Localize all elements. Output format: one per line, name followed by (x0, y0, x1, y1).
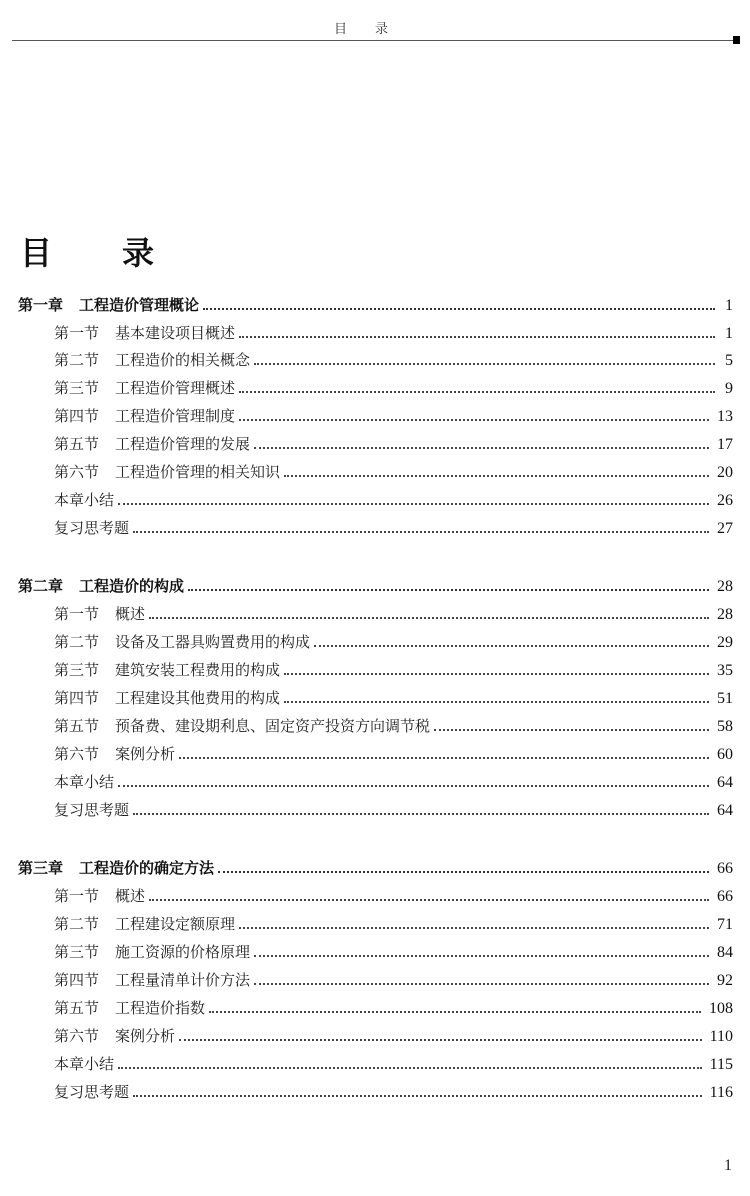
toc-section[interactable] (54, 742, 733, 766)
page-number: 20 (717, 464, 733, 481)
section-title: 工程造价的相关概念 (115, 351, 251, 369)
toc-section[interactable] (54, 912, 733, 936)
toc-section[interactable] (54, 940, 733, 964)
chapter-title: 工程造价管理概论 (79, 296, 200, 314)
section-number: 第三节 (54, 661, 100, 679)
chapter-number: 第三章 (18, 859, 64, 877)
page-number: 29 (717, 634, 733, 651)
dot-leader (133, 531, 709, 533)
dot-leader (239, 419, 709, 421)
page-number: 84 (717, 944, 733, 961)
section-title: 本章小结 (54, 491, 115, 509)
dot-leader (209, 1011, 701, 1013)
toc-section[interactable] (54, 1024, 733, 1048)
toc-section[interactable] (54, 714, 733, 738)
page-folio: 1 (724, 1157, 732, 1174)
page-number: 51 (717, 690, 733, 707)
toc-section[interactable] (54, 321, 733, 345)
section-title: 工程造价管理的相关知识 (115, 463, 281, 481)
section-title: 工程造价管理概述 (115, 379, 236, 397)
section-title: 建筑安装工程费用的构成 (115, 661, 281, 679)
page-number: 64 (717, 774, 733, 791)
page-number: 28 (717, 578, 733, 595)
toc-review-questions[interactable] (54, 798, 733, 822)
dot-leader (118, 785, 709, 787)
dot-leader (203, 308, 715, 310)
toc-chapter-2[interactable] (18, 574, 733, 598)
page-number: 9 (725, 380, 733, 397)
page-number: 28 (717, 606, 733, 623)
section-title: 复习思考题 (54, 801, 130, 819)
page-number: 5 (725, 352, 733, 369)
section-title: 本章小结 (54, 1055, 115, 1073)
section-number: 第二节 (54, 915, 100, 933)
toc-section[interactable] (54, 376, 733, 400)
toc-section[interactable] (54, 602, 733, 626)
dot-leader (284, 673, 709, 675)
header-marker (733, 36, 740, 44)
page-number: 115 (709, 1056, 733, 1073)
toc-section[interactable] (54, 432, 733, 456)
chapter-number: 第一章 (18, 296, 64, 314)
page-number: 64 (717, 802, 733, 819)
dot-leader (239, 336, 715, 338)
page-number: 116 (709, 1084, 733, 1101)
toc-section[interactable] (54, 658, 733, 682)
dot-leader (133, 1095, 702, 1097)
dot-leader (254, 983, 709, 985)
dot-leader (179, 757, 709, 759)
toc-review-questions[interactable] (54, 516, 733, 540)
dot-leader (149, 617, 709, 619)
page-number: 35 (717, 662, 733, 679)
toc-section[interactable] (54, 968, 733, 992)
section-title: 概述 (115, 605, 146, 623)
dot-leader (133, 813, 709, 815)
toc-summary[interactable] (54, 1052, 733, 1076)
dot-leader (179, 1039, 702, 1041)
dot-leader (254, 363, 715, 365)
section-number: 第一节 (54, 887, 100, 905)
dot-leader (218, 871, 709, 873)
toc-review-questions[interactable] (54, 1080, 733, 1104)
dot-leader (188, 589, 709, 591)
toc-section[interactable] (54, 460, 733, 484)
page-number: 58 (717, 718, 733, 735)
dot-leader (239, 391, 715, 393)
page-number: 60 (717, 746, 733, 763)
dot-leader (434, 729, 709, 731)
page-number: 110 (709, 1028, 733, 1045)
page-number: 27 (717, 520, 733, 537)
section-title: 工程造价指数 (115, 999, 206, 1017)
dot-leader (254, 447, 709, 449)
page-number: 1 (725, 297, 733, 314)
section-number: 第五节 (54, 435, 100, 453)
section-title: 概述 (115, 887, 146, 905)
section-title: 设备及工器具购置费用的构成 (115, 633, 311, 651)
toc-section[interactable] (54, 630, 733, 654)
toc-chapter-3[interactable] (18, 856, 733, 880)
header-rule (12, 40, 736, 41)
dot-leader (314, 645, 709, 647)
section-number: 第六节 (54, 1027, 100, 1045)
section-title: 预备费、建设期利息、固定资产投资方向调节税 (115, 717, 431, 735)
section-title: 施工资源的价格原理 (115, 943, 251, 961)
section-number: 第六节 (54, 463, 100, 481)
running-header: 目录 (333, 22, 416, 37)
toc-section[interactable] (54, 996, 733, 1020)
toc-section[interactable] (54, 686, 733, 710)
section-number: 第四节 (54, 971, 100, 989)
section-title: 案例分析 (115, 745, 176, 763)
section-number: 第二节 (54, 351, 100, 369)
toc-section[interactable] (54, 404, 733, 428)
section-number: 第一节 (54, 605, 100, 623)
dot-leader (254, 955, 709, 957)
dot-leader (118, 1067, 702, 1069)
section-title: 工程建设定额原理 (115, 915, 236, 933)
section-title: 本章小结 (54, 773, 115, 791)
chapter-title: 工程造价的构成 (79, 577, 185, 595)
chapter-number: 第二章 (18, 577, 64, 595)
dot-leader (118, 503, 709, 505)
toc-summary[interactable] (54, 488, 733, 512)
page-number: 66 (717, 860, 733, 877)
dot-leader (239, 927, 709, 929)
page-number: 66 (717, 888, 733, 905)
page-number: 13 (717, 408, 733, 425)
section-number: 第五节 (54, 999, 100, 1017)
section-title: 工程建设其他费用的构成 (115, 689, 281, 707)
section-title: 案例分析 (115, 1027, 176, 1045)
toc-section[interactable] (54, 884, 733, 908)
page-number: 1 (725, 325, 733, 342)
section-number: 第三节 (54, 379, 100, 397)
page-number: 92 (717, 972, 733, 989)
section-number: 第四节 (54, 407, 100, 425)
section-title: 基本建设项目概述 (115, 324, 236, 342)
page-number: 71 (717, 916, 733, 933)
dot-leader (284, 701, 709, 703)
section-title: 工程造价管理的发展 (115, 435, 251, 453)
section-title: 工程量清单计价方法 (115, 971, 251, 989)
section-number: 第四节 (54, 689, 100, 707)
section-title: 复习思考题 (54, 1083, 130, 1101)
section-title: 工程造价管理制度 (115, 407, 236, 425)
section-number: 第三节 (54, 943, 100, 961)
page-number: 26 (717, 492, 733, 509)
section-number: 第五节 (54, 717, 100, 735)
toc-section[interactable] (54, 348, 733, 372)
section-number: 第一节 (54, 324, 100, 342)
page-number: 17 (717, 436, 733, 453)
chapter-title: 工程造价的确定方法 (79, 859, 215, 877)
section-number: 第二节 (54, 633, 100, 651)
dot-leader (284, 475, 709, 477)
toc-chapter-1[interactable] (18, 293, 733, 317)
dot-leader (149, 899, 709, 901)
section-number: 第六节 (54, 745, 100, 763)
page-title: 目录 (20, 234, 225, 272)
page-number: 108 (709, 1000, 733, 1017)
toc-summary[interactable] (54, 770, 733, 794)
section-title: 复习思考题 (54, 519, 130, 537)
